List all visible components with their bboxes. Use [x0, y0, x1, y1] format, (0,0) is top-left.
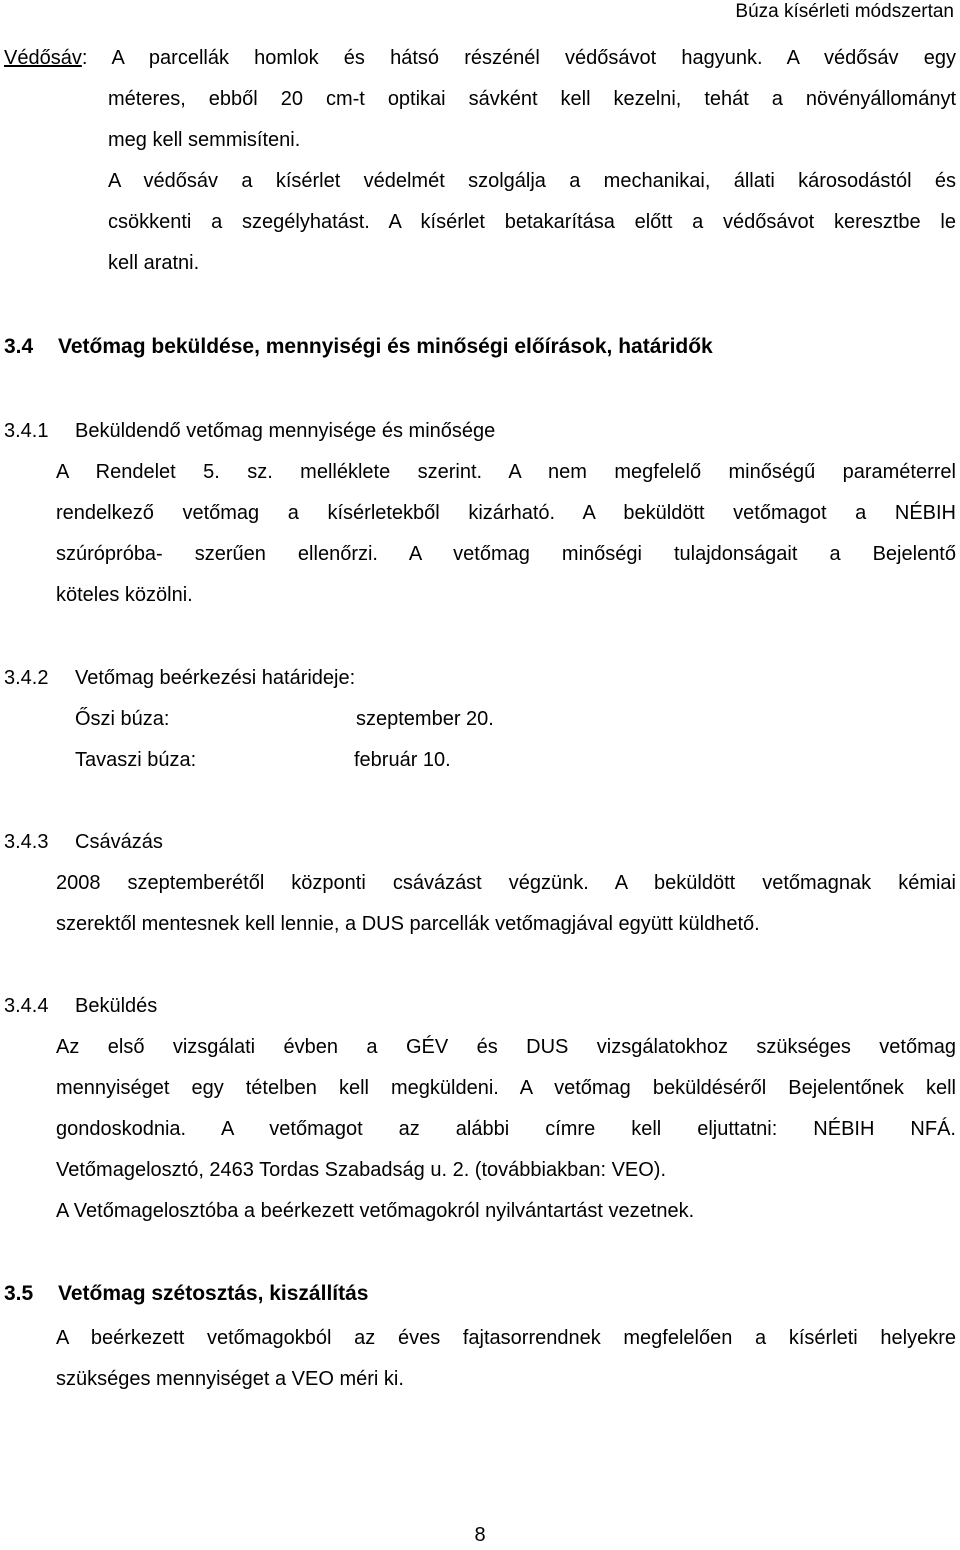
- sub-3-4-2-title: Vetőmag beérkezési határideje:: [75, 667, 356, 689]
- deadline-value-autumn: szeptember 20.: [356, 708, 494, 730]
- sub-3-4-3-line-2: szerektől mentesnek kell lennie, a DUS parcellák vetőmagjával együtt küldhető.: [56, 913, 760, 935]
- vedosav-line-1: [4, 44, 956, 72]
- sub-3-4-3-title: Csávázás: [75, 831, 163, 853]
- vedosav-term: Védősáv: [4, 47, 82, 69]
- sub-3-4-1-number: 3.4.1: [4, 420, 49, 442]
- vedosav-line-6: kell aratni.: [108, 252, 200, 274]
- section-3-5-number: 3.5: [4, 1282, 34, 1305]
- sub-3-4-4-line-4: Vetőmagelosztó, 2463 Tordas Szabadság u. 2. (továbbiakban: VEO).: [56, 1159, 667, 1181]
- sub-3-4-4-number: 3.4.4: [4, 995, 49, 1017]
- vedosav-line-3: meg kell semmisíteni.: [108, 129, 301, 151]
- vedosav-line-4: A védősáv a kísérlet védelmét szolgálja a mechanikai, állati károsodástól és: [108, 170, 956, 192]
- vedosav-line-5: csökkenti a szegélyhatást. A kísérlet betakarítása előtt a védősávot keresztbe le: [108, 211, 956, 233]
- sub-3-4-1-line-1: A Rendelet 5. sz. melléklete szerint. A nem megfelelő minőségű paraméterrel: [56, 461, 956, 483]
- deadline-value-spring: február 10.: [354, 749, 451, 771]
- section-3-4-title: Vetőmag beküldése, mennyiségi és minőségi előírások, határidők: [58, 335, 713, 358]
- sub-3-4-1-line-2: rendelkező vetőmag a kísérletekből kizárható. A beküldött vetőmagot a NÉBIH: [56, 502, 956, 524]
- section-3-5-line-2: szükséges mennyiséget a VEO méri ki.: [56, 1368, 404, 1390]
- vedosav-line-2: méteres, ebből 20 cm-t optikai sávként kell kezelni, tehát a növényállományt: [108, 88, 956, 110]
- deadline-label-autumn: Őszi búza:: [75, 708, 170, 730]
- section-3-4-number: 3.4: [4, 335, 34, 358]
- sub-3-4-1-line-3: szúrópróba- szerűen ellenőrzi. A vetőmag minőségi tulajdonságait a Bejelentő: [56, 543, 956, 565]
- sub-3-4-4-line-2: mennyiséget egy tételben kell megküldeni. A vetőmag beküldéséről Bejelentőnek kell: [56, 1077, 956, 1099]
- sub-3-4-1-line-4: köteles közölni.: [56, 584, 193, 606]
- sub-3-4-4-title: Beküldés: [75, 995, 158, 1017]
- sub-3-4-4-line-3: gondoskodnia. A vetőmagot az alábbi címre kell eljuttatni: NÉBIH NFÁ.: [56, 1118, 956, 1140]
- sub-3-4-4-line-1: Az első vizsgálati évben a GÉV és DUS vizsgálatokhoz szükséges vetőmag: [56, 1036, 956, 1058]
- running-head: Búza kísérleti módszertan: [735, 1, 954, 22]
- vedosav-colon: :: [81, 47, 88, 69]
- sub-3-4-1-title: Beküldendő vetőmag mennyisége és minősége: [75, 420, 496, 442]
- vedosav-line-1-text: A parcellák homlok és hátsó részénél védősávot hagyunk. A védősáv egy: [87, 47, 956, 69]
- section-3-5-title: Vetőmag szétosztás, kiszállítás: [58, 1282, 369, 1305]
- sub-3-4-3-line-1: 2008 szeptemberétől központi csávázást végzünk. A beküldött vetőmagnak kémiai: [56, 872, 956, 894]
- sub-3-4-4-line-5: A Vetőmagelosztóba a beérkezett vetőmagokról nyilvántartást vezetnek.: [56, 1200, 695, 1222]
- deadline-label-spring: Tavaszi búza:: [75, 749, 197, 771]
- page-number: 8: [474, 1524, 486, 1546]
- sub-3-4-3-number: 3.4.3: [4, 831, 49, 853]
- sub-3-4-2-number: 3.4.2: [4, 667, 49, 689]
- section-3-5-line-1: A beérkezett vetőmagokból az éves fajtasorrendnek megfelelően a kísérleti helyekre: [56, 1327, 956, 1349]
